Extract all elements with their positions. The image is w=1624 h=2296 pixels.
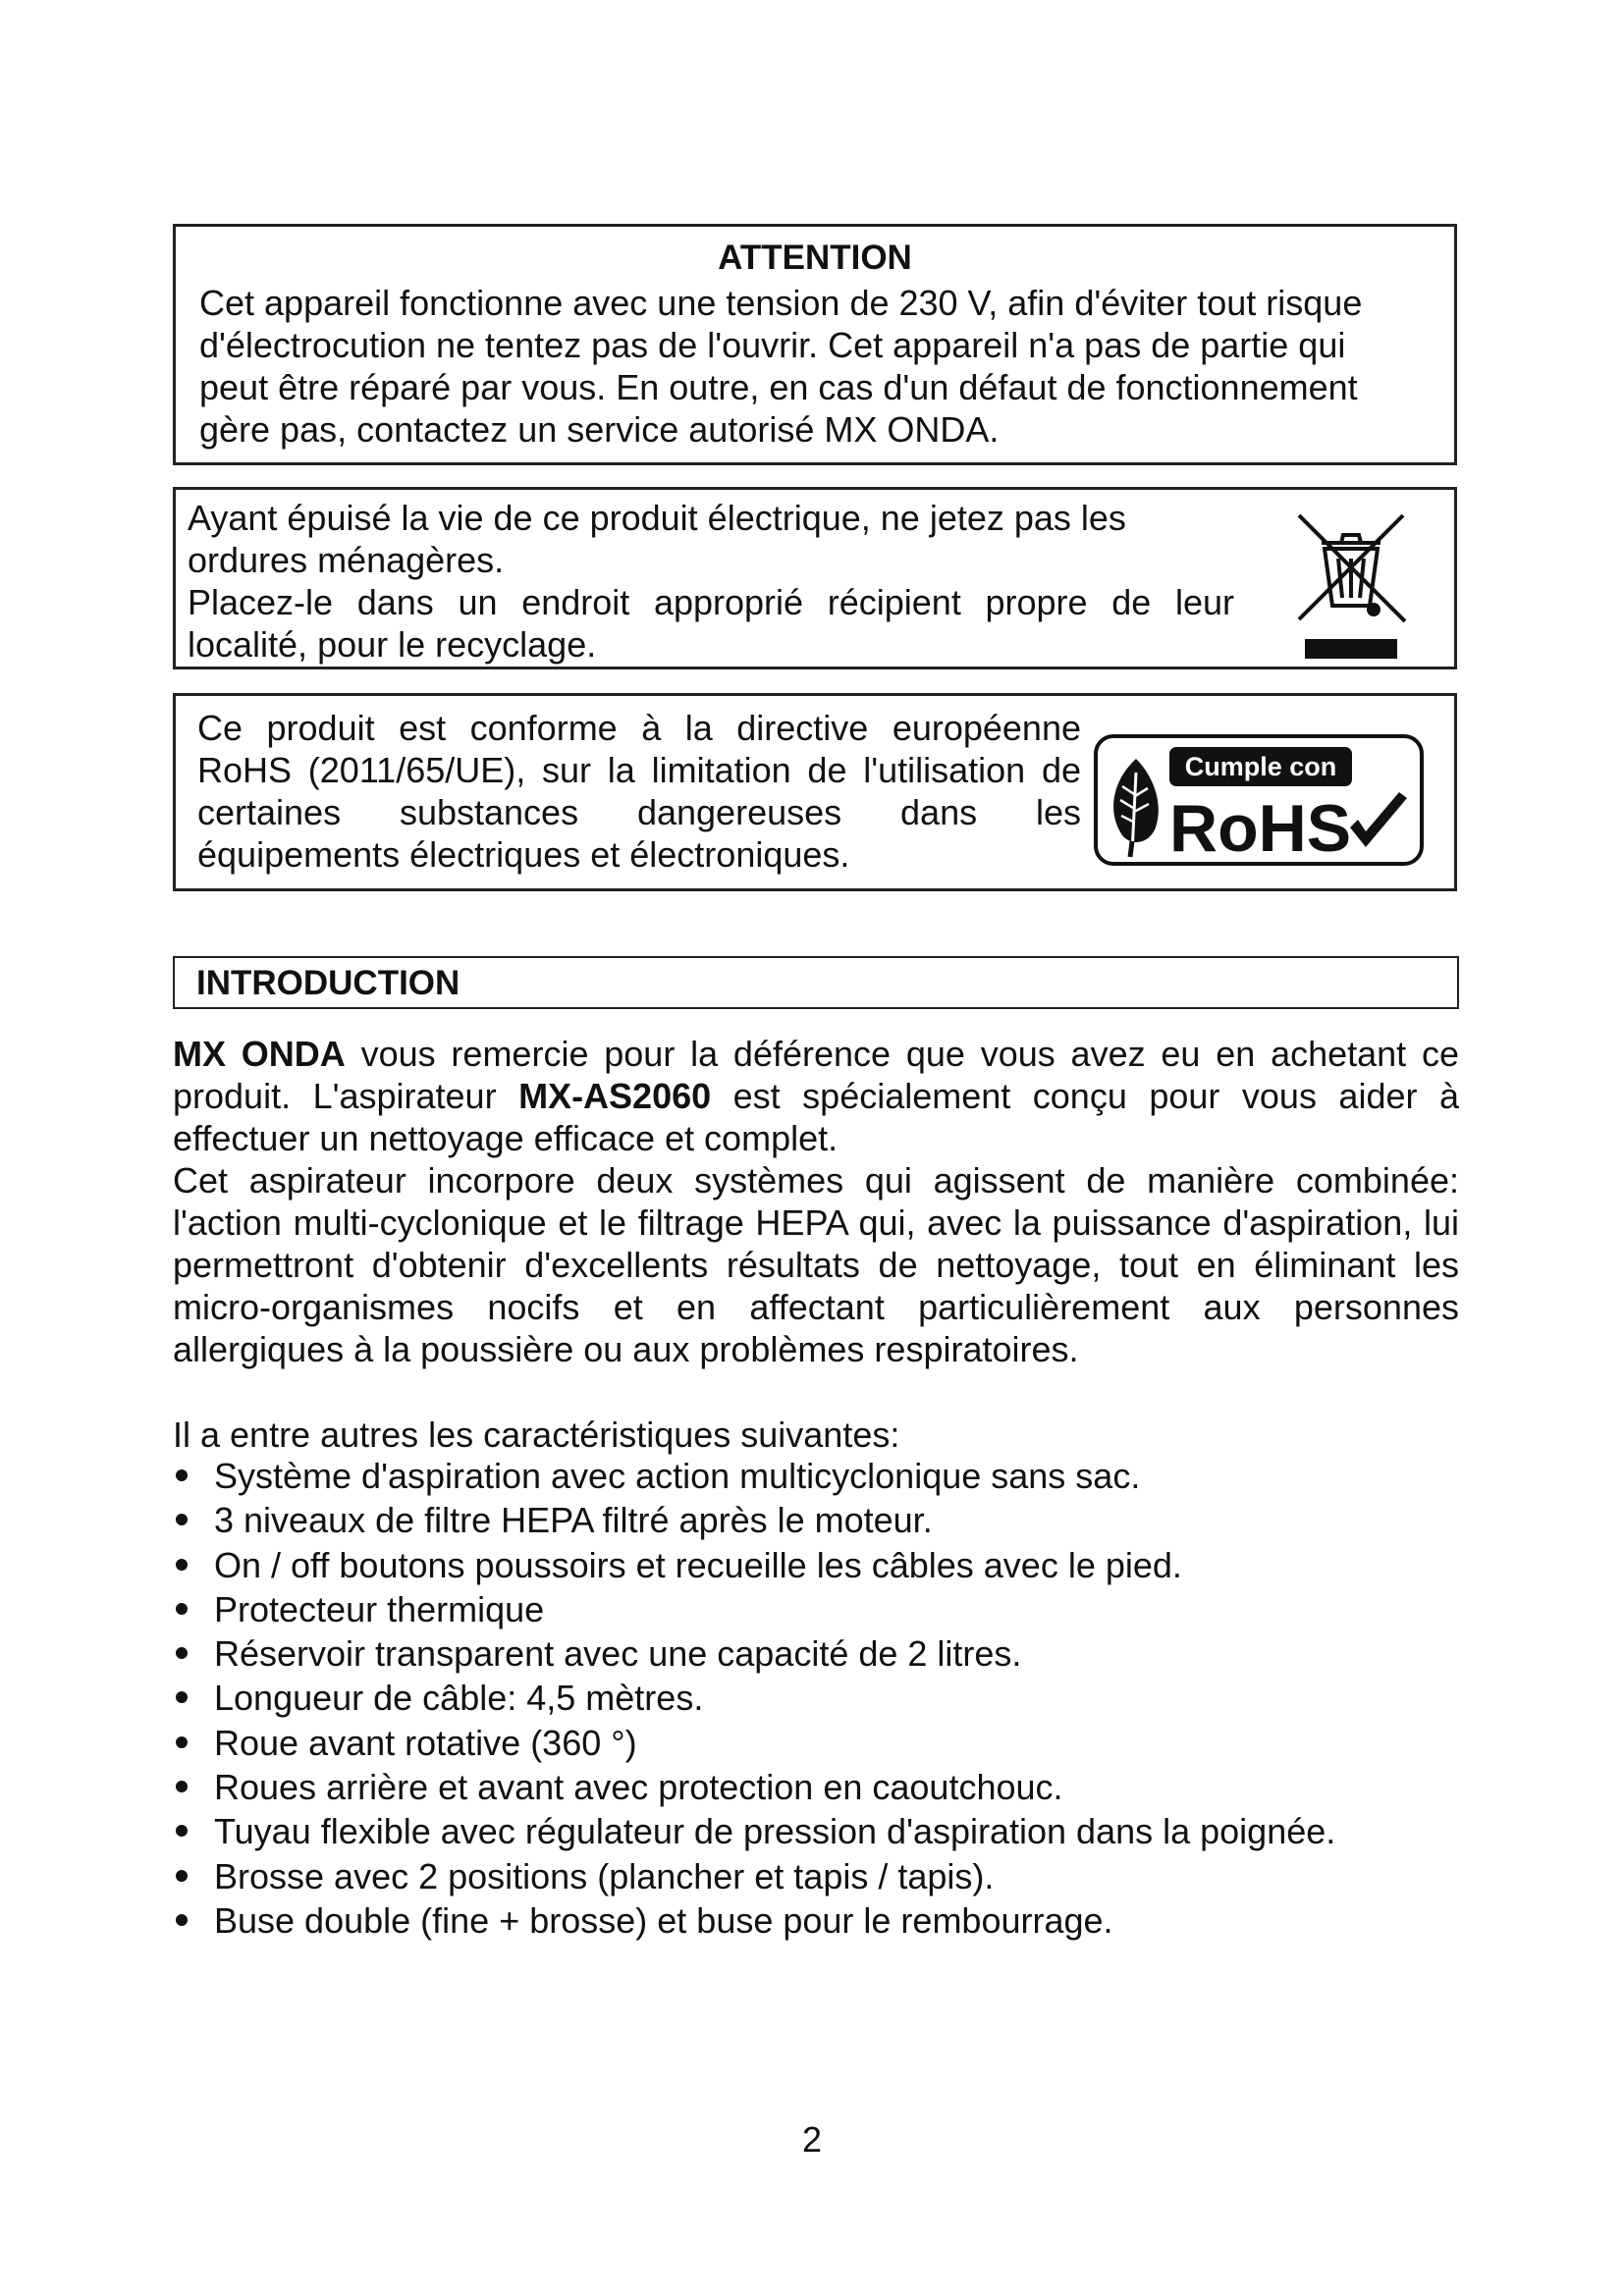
feature-text: On / off boutons poussoirs et recueille les câbles avec le pied. [214, 1544, 1182, 1585]
bullet-icon [176, 1559, 188, 1571]
attention-title: ATTENTION [718, 239, 912, 277]
attention-line: d'électrocution ne tentez pas de l'ouvrir. Cet appareil n'a pas de partie qui [199, 325, 1346, 365]
list-item [173, 1899, 1459, 1944]
weee-text-2: Placez-le dans un endroit approprié récipient propre de leur localité, pour le recyclage. [188, 582, 1234, 665]
feature-text: Réservoir transparent avec une capacité de 2 litres. [214, 1633, 1022, 1675]
features-list [173, 1455, 1459, 1944]
bullet-icon [176, 1514, 188, 1525]
list-item [173, 1499, 1459, 1543]
bullet-icon [176, 1603, 188, 1615]
introduction-heading-box [173, 956, 1459, 1009]
intro-paragraph-2: Cet aspirateur incorpore deux systèmes qui agissent de manière combinée: l'action multi-cyclonique et le filtrage HEPA qui, avec la puissance d'aspiration, lui permettront d'obtenir d'excellents résultats de nettoyage, tout en éliminant les micro-organismes nocifs et en affectant particulièrement aux personnes allergiques à la poussière ou aux problèmes respiratoires. [173, 1160, 1459, 1369]
attention-line: peut être réparé par vous. En outre, en cas d'un défaut de fonctionnement [199, 367, 1358, 407]
list-item [173, 1632, 1459, 1677]
bullet-icon [176, 1647, 188, 1659]
feature-text: Brosse avec 2 positions (plancher et tapis / tapis). [214, 1855, 995, 1896]
rohs-text: Ce produit est conforme à la directive européenne RoHS (2011/65/UE), sur la limitation de l'utilisation de certaines substances dangereuses dans les équipements électriques et électroniques. [197, 708, 1081, 875]
rohs-notice-box [173, 693, 1457, 891]
intro-text: vous remercie pour la déférence que vous avez eu en achetant ce produit. L'aspirateur [173, 1034, 1459, 1116]
feature-text: Tuyau flexible avec régulateur de pression d'aspiration dans la poignée. [214, 1811, 1336, 1852]
model-name: MX-AS2060 [518, 1076, 712, 1116]
crossed-out-wheelie-bin-icon [1287, 504, 1415, 661]
introduction-heading: INTRODUCTION [196, 964, 460, 1002]
bullet-icon [176, 1469, 188, 1481]
attention-line: Cet appareil fonctionne avec une tension de 230 V, afin d'éviter tout risque [199, 283, 1363, 323]
bullet-icon [176, 1781, 188, 1792]
intro-text: est spécialement conçu pour vous aider à effectuer un nettoyage efficace et complet. [173, 1076, 1460, 1158]
feature-text: Longueur de câble: 4,5 mètres. [214, 1678, 704, 1719]
list-item [173, 1855, 1459, 1899]
attention-box [173, 224, 1457, 465]
page-number: 2 [801, 2119, 823, 2160]
list-item [173, 1588, 1459, 1632]
feature-text: Système d'aspiration avec action multicyclonique sans sac. [214, 1456, 1141, 1496]
list-item [173, 1722, 1459, 1766]
list-item [173, 1677, 1459, 1721]
brand-name: MX ONDA [173, 1034, 346, 1074]
bullet-icon [176, 1870, 188, 1882]
introduction-body [173, 1033, 1459, 1370]
feature-text: Roues arrière et avant avec protection en caoutchouc. [214, 1767, 1063, 1808]
attention-line: gère pas, contactez un service autorisé MX ONDA. [199, 409, 1000, 450]
bullet-icon [176, 1736, 188, 1748]
rohs-badge-main: RoHS [1169, 791, 1352, 866]
feature-text: Roue avant rotative (360 °) [214, 1722, 637, 1763]
bullet-icon [176, 1914, 188, 1926]
weee-text-1: Ayant épuisé la vie de ce produit électrique, ne jetez pas les ordures ménagères. [188, 498, 1126, 580]
feature-text: 3 niveaux de filtre HEPA filtré après le moteur. [214, 1500, 933, 1541]
feature-text: Protecteur thermique [214, 1588, 545, 1629]
bullet-icon [176, 1825, 188, 1837]
list-item [173, 1766, 1459, 1810]
list-item [173, 1455, 1459, 1499]
weee-notice-box [173, 487, 1457, 669]
rohs-badge-top: Cumple con [1184, 752, 1337, 781]
feature-text: Buse double (fine + brosse) et buse pour le rembourrage. [214, 1899, 1113, 1941]
list-item [173, 1810, 1459, 1854]
bullet-icon [176, 1691, 188, 1703]
intro-paragraph-1 [173, 1033, 1459, 1159]
rohs-badge [1093, 733, 1425, 867]
list-item [173, 1544, 1459, 1588]
features-intro: Il a entre autres les caractéristiques suivantes: [173, 1415, 900, 1455]
